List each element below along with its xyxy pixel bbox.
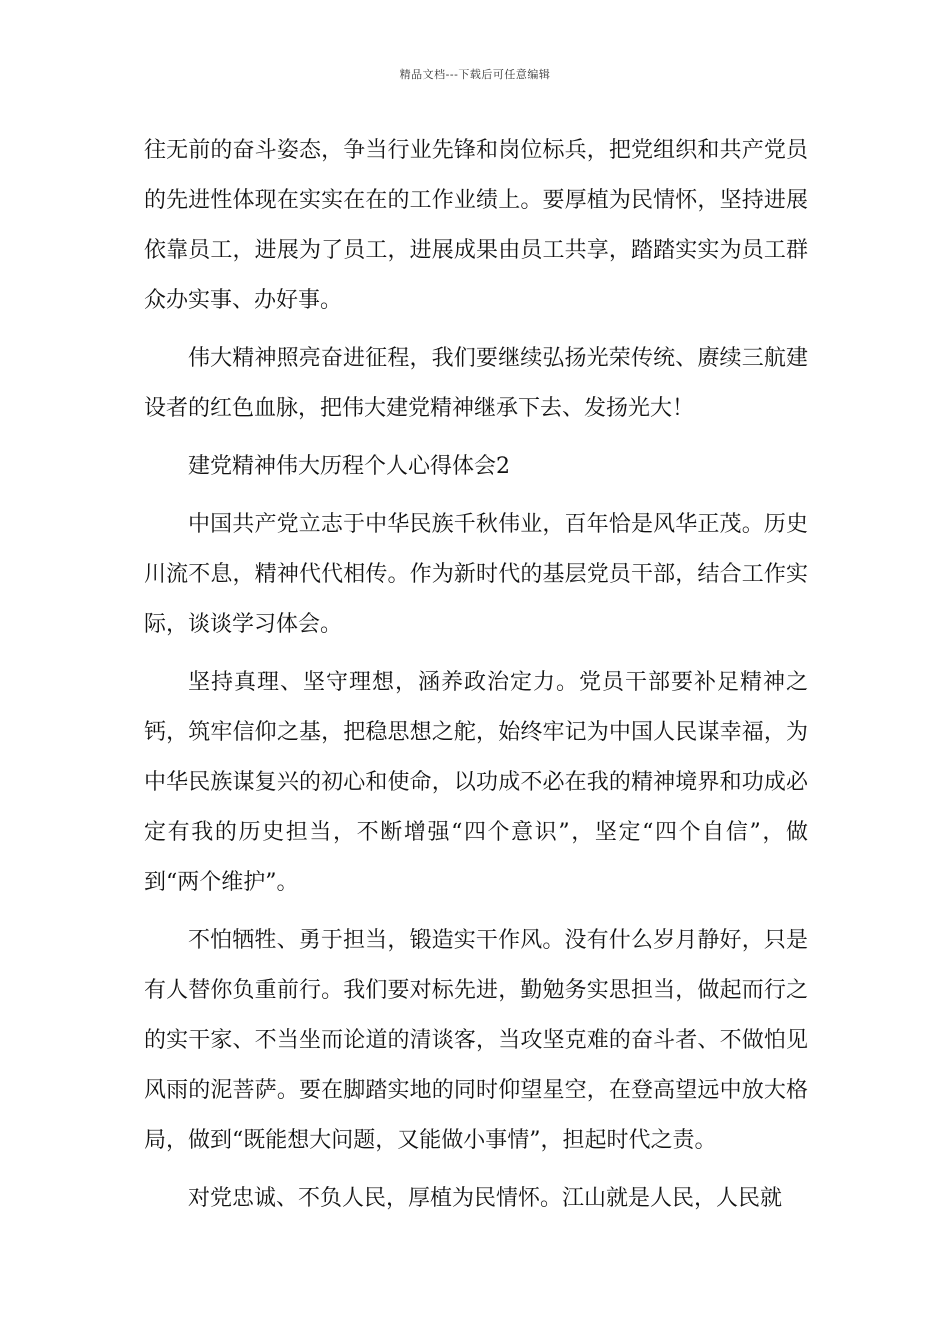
- paragraph: 伟大精神照亮奋进征程，我们要继续弘扬光荣传统、赓续三航建设者的红色血脉，把伟大建党精神继承下去、发扬光大！: [144, 346, 808, 421]
- paragraph: 对党忠诚、不负人民，厚植为民情怀。江山就是人民，人民就: [188, 1186, 783, 1211]
- page-header: 精品文档---下载后可任意编辑: [399, 68, 551, 81]
- paragraph-continuation: 往无前的奋斗姿态，争当行业先锋和岗位标兵，把党组织和共产党员的先进性体现在实实在在的工作业绩上。要厚植为民情怀，坚持进展依靠员工，进展为了员工，进展成果由员工共享，踏踏实实为员工群众办实事、办好事。: [144, 138, 808, 313]
- paragraph: 中国共产党立志于中华民族千秋伟业，百年恰是风华正茂。历史川流不息，精神代代相传。作为新时代的基层党员干部，结合工作实际，谈谈学习体会。: [144, 512, 808, 637]
- paragraph: 坚持真理、坚守理想，涵养政治定力。党员干部要补足精神之钙，筑牢信仰之基，把稳思想之舵，始终牢记为中国人民谋幸福，为中华民族谋复兴的初心和使命，以功成不必在我的精神境界和功成必定有我的历史担当，不断增强“四个意识”，坚定“四个自信”，做到“两个维护”。: [144, 670, 808, 895]
- document-body: [144, 126, 808, 1224]
- section-heading: 建党精神伟大历程个人心得体会2: [188, 454, 510, 479]
- paragraph: 不怕牺牲、勇于担当，锻造实干作风。没有什么岁月静好，只是有人替你负重前行。我们要对标先进，勤勉务实思担当，做起而行之的实干家、不当坐而论道的清谈客，当攻坚克难的奋斗者、不做怕见风雨的泥菩萨。要在脚踏实地的同时仰望星空，在登高望远中放大格局，做到“既能想大问题，又能做小事情”，担起时代之责。: [144, 928, 808, 1153]
